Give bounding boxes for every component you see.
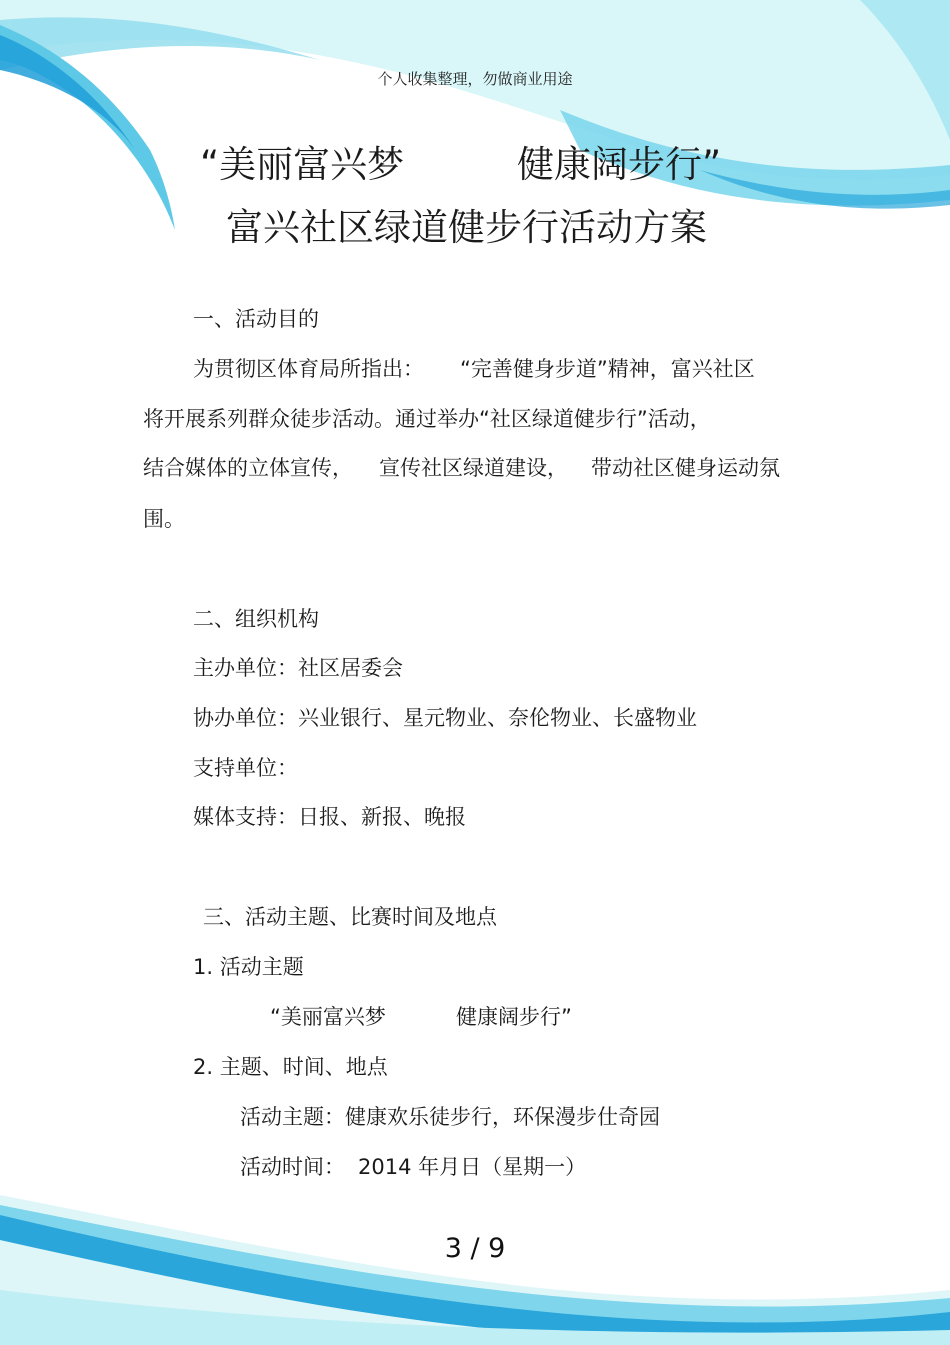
org-support: 支持单位： [193, 756, 298, 780]
section-heading-purpose: 一、活动目的 [193, 307, 319, 331]
purpose-line4: 围。 [143, 507, 185, 531]
purpose-line2: 将开展系列群众徒步活动。通过举办“社区绿道健步行”活动， [143, 407, 711, 431]
title-line2: 富兴社区绿道健步行活动方案 [226, 206, 707, 249]
theme-slogan-b: 健康阔步行” [456, 1005, 572, 1029]
org-host: 主办单位：社区居委会 [193, 656, 403, 680]
theme-slogan-a: “美丽富兴梦 [270, 1005, 386, 1029]
header-note: 个人收集整理，勿做商业用途 [377, 70, 573, 88]
purpose-line1-b: “完善健身步道”精神，富兴社区 [460, 357, 755, 381]
theme-item1: 1. 活动主题 [193, 955, 304, 979]
activity-time-label: 活动时间： [240, 1155, 345, 1179]
section-heading-organization: 二、组织机构 [193, 607, 319, 631]
theme-item2: 2. 主题、时间、地点 [193, 1055, 388, 1079]
activity-theme: 活动主题：健康欢乐徒步行，环保漫步仕奇园 [240, 1105, 660, 1129]
purpose-line3-a: 结合媒体的立体宣传， [143, 456, 353, 480]
page-number: 3 / 9 [444, 1233, 506, 1264]
purpose-line3-c: 带动社区健身运动氛 [591, 456, 780, 480]
title-line1-part2: 健康阔步行” [517, 143, 722, 186]
purpose-line3-b: 宣传社区绿道建设， [379, 456, 568, 480]
purpose-line1-a: 为贯彻区体育局所指出： [193, 357, 424, 381]
org-co-host: 协办单位：兴业银行、星元物业、奈伦物业、长盛物业 [193, 706, 697, 730]
title-line1-part1: “美丽富兴梦 [200, 143, 405, 186]
activity-time-value: 2014 年月日（星期一） [358, 1155, 587, 1179]
section-heading-theme: 三、活动主题、比赛时间及地点 [203, 905, 497, 929]
org-media: 媒体支持：日报、新报、晚报 [193, 805, 466, 829]
